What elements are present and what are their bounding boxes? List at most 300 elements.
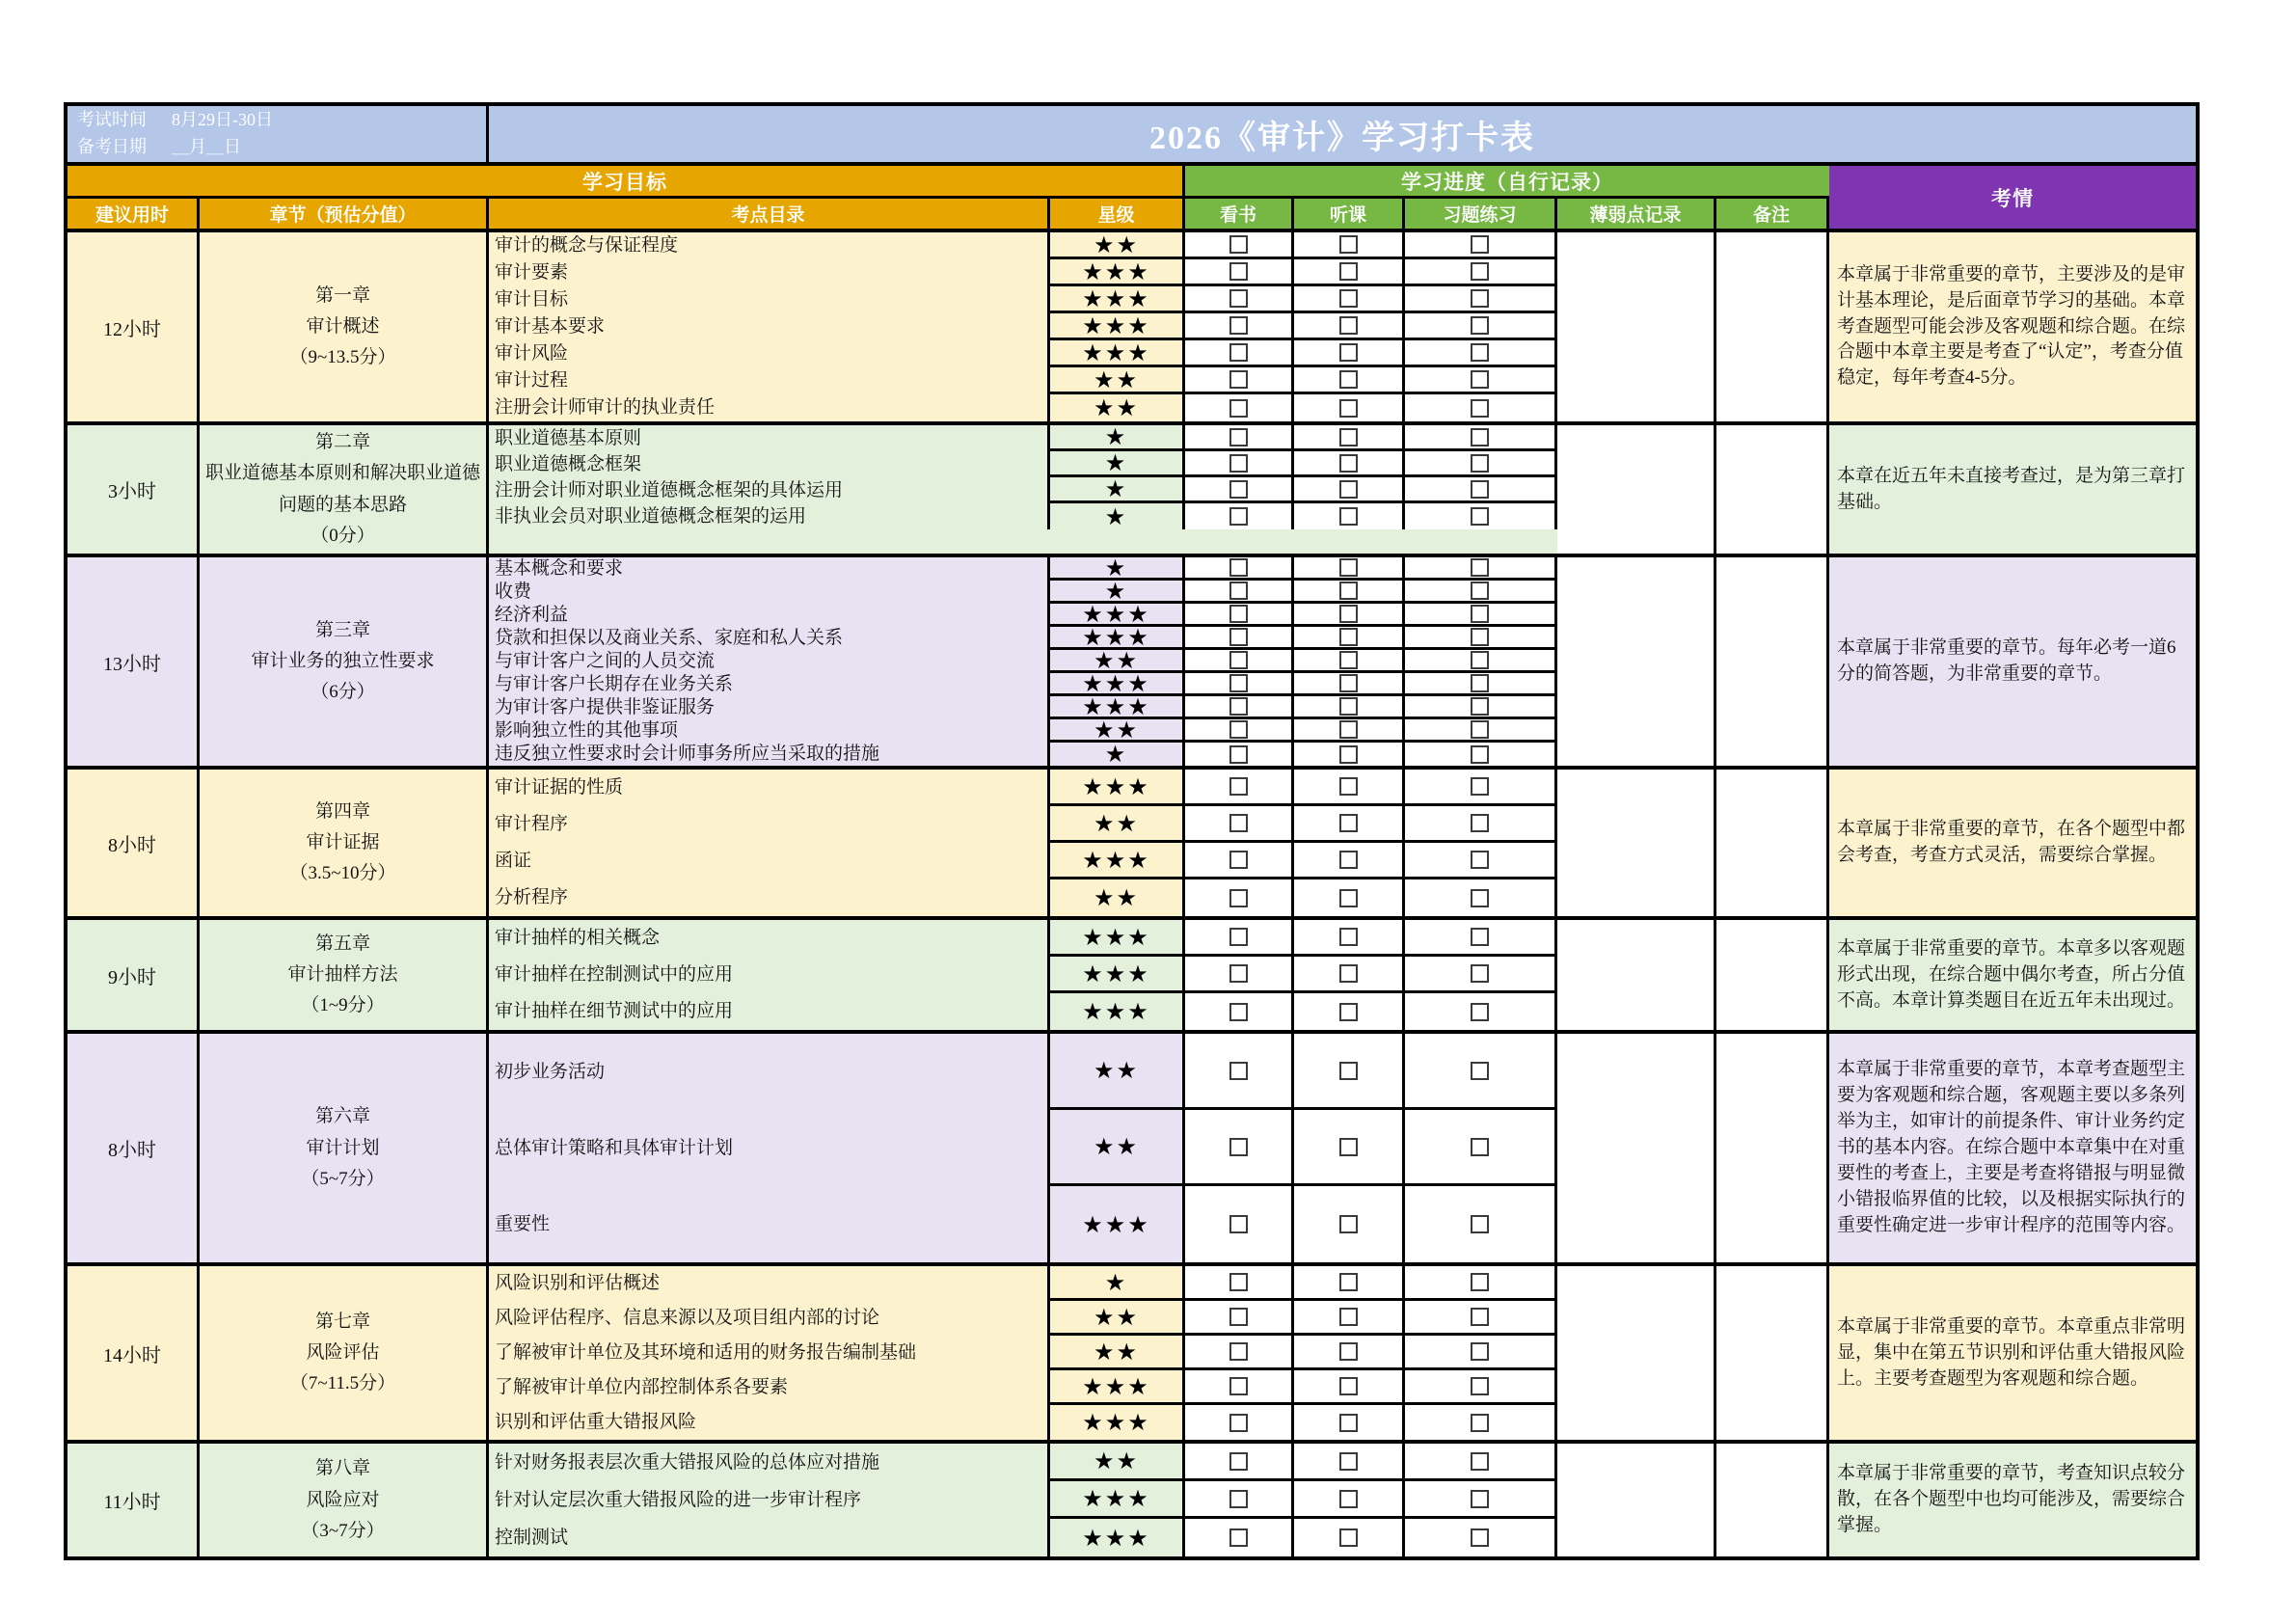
checkbox-listen[interactable] [1339, 262, 1358, 281]
col-header-chapter: 章节（预估分值） [200, 199, 489, 229]
checkbox-cell [1405, 1301, 1557, 1336]
stars-cell: ★★★ [1050, 1370, 1185, 1405]
col-header-stars: 星级 [1050, 199, 1185, 229]
checkbox-read[interactable] [1229, 1003, 1248, 1021]
topic-row [489, 1034, 1557, 1110]
stars-cell: ★★★ [1050, 673, 1185, 696]
checkbox-cell [1294, 477, 1405, 503]
band-study-goal: 学习目标 [68, 166, 1185, 196]
topic-cell: 审计过程 [489, 367, 1050, 394]
checkbox-read[interactable] [1229, 1215, 1248, 1233]
topic-row [489, 1301, 1557, 1336]
checkbox-cell [1185, 503, 1294, 529]
checkbox-listen[interactable] [1339, 1308, 1358, 1326]
checkbox-read[interactable] [1229, 697, 1248, 716]
checkbox-cell [1185, 1186, 1294, 1262]
checkbox-cell [1294, 843, 1405, 879]
hours-cell: 11小时 [68, 1444, 200, 1556]
note-cell [1716, 1444, 1829, 1556]
checkbox-practice[interactable] [1471, 343, 1489, 362]
checkbox-read[interactable] [1229, 720, 1248, 739]
checkbox-practice[interactable] [1471, 851, 1489, 869]
checkbox-cell [1185, 1110, 1294, 1186]
checkbox-cell [1185, 719, 1294, 743]
checkbox-read[interactable] [1229, 1452, 1248, 1471]
topic-cell: 收费 [489, 581, 1050, 604]
checkbox-cell [1294, 879, 1405, 916]
checkbox-cell [1294, 650, 1405, 673]
exam-time-label: 考试时间 [77, 110, 147, 130]
checkbox-cell [1405, 993, 1557, 1030]
weakpoint-cell [1557, 770, 1716, 916]
weakpoint-cell [1557, 1444, 1716, 1556]
checkbox-practice[interactable] [1471, 651, 1489, 669]
stars-cell: ★★ [1050, 719, 1185, 743]
checkbox-practice[interactable] [1471, 1528, 1489, 1547]
checkbox-cell [1185, 604, 1294, 627]
checkbox-listen[interactable] [1339, 582, 1358, 600]
chapter-title-line: 第四章 [314, 800, 370, 822]
stars-cell: ★★ [1050, 879, 1185, 916]
checkbox-cell [1185, 650, 1294, 673]
topic-row [489, 313, 1557, 340]
checkbox-practice[interactable] [1471, 262, 1489, 281]
checkbox-read[interactable] [1229, 651, 1248, 669]
checkbox-read[interactable] [1229, 1062, 1248, 1080]
checkbox-cell [1405, 604, 1557, 627]
study-checkin-table [64, 102, 2200, 1560]
checkbox-listen[interactable] [1339, 1138, 1358, 1156]
weakpoint-cell [1557, 1034, 1716, 1262]
checkbox-cell [1185, 313, 1294, 340]
checkbox-read[interactable] [1229, 928, 1248, 946]
checkbox-listen[interactable] [1339, 454, 1358, 473]
chapter-title-line: 职业道德基本原则和解决职业道德问题的基本思路 [204, 463, 480, 515]
chapter-title-line: 第七章 [314, 1311, 370, 1332]
hours-cell: 12小时 [68, 232, 200, 421]
topic-cell: 为审计客户提供非鉴证服务 [489, 696, 1050, 719]
chapter-title-cell [200, 425, 489, 554]
checkbox-practice[interactable] [1471, 605, 1489, 623]
checkbox-cell [1294, 367, 1405, 394]
chapter-row [68, 1444, 2196, 1556]
stars-cell: ★★ [1050, 1444, 1185, 1481]
chapter-title-cell [200, 920, 489, 1030]
note-cell [1716, 557, 1829, 766]
checkbox-listen[interactable] [1339, 1490, 1358, 1508]
checkbox-practice[interactable] [1471, 1138, 1489, 1156]
checkbox-cell [1294, 743, 1405, 766]
checkbox-cell [1405, 425, 1557, 451]
band-progress: 学习进度（自行记录） [1185, 166, 1829, 196]
stars-cell: ★ [1050, 503, 1185, 529]
checkbox-read[interactable] [1229, 851, 1248, 869]
stars-cell: ★★★ [1050, 957, 1185, 993]
chapter-row [68, 232, 2196, 425]
chapter-title-line: 审计业务的独立性要求 [251, 651, 435, 672]
checkbox-listen[interactable] [1339, 1452, 1358, 1471]
chapter-title-line: （9~13.5分） [289, 347, 396, 368]
weakpoint-cell [1557, 920, 1716, 1030]
exam-analysis-cell: 本章属于非常重要的章节。本章重点非常明显，集中在第五节识别和评估重大错报风险上。主要考查题型为客观题和综合题。 [1837, 1315, 2186, 1389]
checkbox-cell [1185, 259, 1294, 286]
checkbox-practice[interactable] [1471, 558, 1489, 577]
checkbox-practice[interactable] [1471, 1490, 1489, 1508]
chapter-row [68, 557, 2196, 770]
checkbox-listen[interactable] [1339, 1215, 1358, 1233]
topic-cell: 职业道德概念框架 [489, 451, 1050, 477]
checkbox-practice[interactable] [1471, 1308, 1489, 1326]
checkbox-read[interactable] [1229, 1490, 1248, 1508]
checkbox-cell [1405, 1336, 1557, 1370]
checkbox-listen[interactable] [1339, 777, 1358, 796]
checkbox-practice[interactable] [1471, 697, 1489, 716]
topics-grid [489, 770, 1557, 916]
checkbox-listen[interactable] [1339, 235, 1358, 254]
checkbox-cell [1405, 1481, 1557, 1519]
checkbox-cell [1185, 286, 1294, 313]
checkbox-read[interactable] [1229, 262, 1248, 281]
checkbox-practice[interactable] [1471, 777, 1489, 796]
stars-cell: ★★★ [1050, 259, 1185, 286]
checkbox-cell [1294, 1481, 1405, 1519]
col-header-read: 看书 [1185, 199, 1294, 229]
stars-cell: ★★ [1050, 394, 1185, 421]
topic-cell: 审计抽样在细节测试中的应用 [489, 993, 1050, 1030]
checkbox-read[interactable] [1229, 454, 1248, 473]
topic-row [489, 557, 1557, 581]
checkbox-practice[interactable] [1471, 507, 1489, 526]
topic-row [489, 1405, 1557, 1440]
checkbox-listen[interactable] [1339, 928, 1358, 946]
topic-cell: 与审计客户之间的人员交流 [489, 650, 1050, 673]
topics-grid [489, 232, 1557, 421]
checkbox-cell [1185, 367, 1294, 394]
checkbox-practice[interactable] [1471, 720, 1489, 739]
checkbox-read[interactable] [1229, 1528, 1248, 1547]
topic-row [489, 879, 1557, 916]
checkbox-listen[interactable] [1339, 814, 1358, 832]
checkbox-listen[interactable] [1339, 316, 1358, 335]
stars-cell: ★★ [1050, 367, 1185, 394]
checkbox-cell [1405, 719, 1557, 743]
checkbox-cell [1185, 1370, 1294, 1405]
checkbox-read[interactable] [1229, 674, 1248, 692]
stars-cell: ★★ [1050, 1301, 1185, 1336]
stars-cell: ★ [1050, 451, 1185, 477]
hours-cell: 8小时 [68, 770, 200, 916]
checkbox-practice[interactable] [1471, 889, 1489, 907]
col-header-practice: 习题练习 [1405, 199, 1557, 229]
checkbox-cell [1185, 1336, 1294, 1370]
chapter-title-line: （6分） [311, 682, 375, 703]
stars-cell: ★ [1050, 557, 1185, 581]
checkbox-practice[interactable] [1471, 964, 1489, 983]
chapter-title-line: 第二章 [314, 432, 370, 452]
checkbox-cell [1405, 1370, 1557, 1405]
topic-row [489, 1110, 1557, 1186]
col-header-hours: 建议用时 [68, 199, 200, 229]
checkbox-cell [1294, 673, 1405, 696]
checkbox-read[interactable] [1229, 235, 1248, 254]
topic-row [489, 259, 1557, 286]
checkbox-listen[interactable] [1339, 1273, 1358, 1291]
checkbox-cell [1294, 957, 1405, 993]
checkbox-practice[interactable] [1471, 1273, 1489, 1291]
checkbox-practice[interactable] [1471, 316, 1489, 335]
note-cell [1716, 770, 1829, 916]
stars-cell: ★★★ [1050, 1405, 1185, 1440]
topic-cell: 与审计客户长期存在业务关系 [489, 673, 1050, 696]
checkbox-listen[interactable] [1339, 370, 1358, 389]
stars-cell: ★★★ [1050, 920, 1185, 957]
checkbox-practice[interactable] [1471, 928, 1489, 946]
stars-cell: ★ [1050, 743, 1185, 766]
exam-analysis-cell: 本章属于非常重要的章节，考查知识点较分散，在各个题型中也均可能涉及，需要综合掌握。 [1837, 1463, 2186, 1536]
checkbox-practice[interactable] [1471, 628, 1489, 646]
checkbox-listen[interactable] [1339, 558, 1358, 577]
checkbox-read[interactable] [1229, 507, 1248, 526]
checkbox-listen[interactable] [1339, 480, 1358, 499]
checkbox-read[interactable] [1229, 289, 1248, 308]
exam-date-cell [68, 106, 489, 162]
topics-grid [489, 425, 1557, 554]
checkbox-cell [1294, 627, 1405, 650]
checkbox-read[interactable] [1229, 1414, 1248, 1432]
chapter-title-line: （0分） [311, 525, 375, 546]
checkbox-cell [1405, 673, 1557, 696]
checkbox-practice[interactable] [1471, 289, 1489, 308]
checkbox-read[interactable] [1229, 316, 1248, 335]
stars-cell: ★ [1050, 1266, 1185, 1301]
col-header-exam-analysis: 考情 [1829, 166, 2196, 229]
checkbox-cell [1405, 286, 1557, 313]
checkbox-practice[interactable] [1471, 1062, 1489, 1080]
chapter-row [68, 920, 2196, 1034]
checkbox-practice[interactable] [1471, 674, 1489, 692]
checkbox-listen[interactable] [1339, 1414, 1358, 1432]
checkbox-read[interactable] [1229, 1273, 1248, 1291]
checkbox-read[interactable] [1229, 605, 1248, 623]
checkbox-listen[interactable] [1339, 1342, 1358, 1361]
checkbox-practice[interactable] [1471, 1414, 1489, 1432]
checkbox-read[interactable] [1229, 628, 1248, 646]
stars-cell: ★★★ [1050, 286, 1185, 313]
stars-cell: ★ [1050, 425, 1185, 451]
checkbox-listen[interactable] [1339, 1062, 1358, 1080]
checkbox-listen[interactable] [1339, 889, 1358, 907]
checkbox-read[interactable] [1229, 558, 1248, 577]
checkbox-practice[interactable] [1471, 235, 1489, 254]
topic-cell: 审计风险 [489, 340, 1050, 367]
topic-row [489, 232, 1557, 259]
checkbox-practice[interactable] [1471, 582, 1489, 600]
chapter-row [68, 1034, 2196, 1266]
checkbox-cell [1405, 1110, 1557, 1186]
checkbox-listen[interactable] [1339, 399, 1358, 418]
topic-cell: 审计证据的性质 [489, 770, 1050, 806]
checkbox-listen[interactable] [1339, 720, 1358, 739]
topic-row [489, 650, 1557, 673]
checkbox-practice[interactable] [1471, 454, 1489, 473]
checkbox-cell [1185, 1519, 1294, 1556]
chapter-title-cell [200, 1034, 489, 1262]
checkbox-listen[interactable] [1339, 1003, 1358, 1021]
checkbox-cell [1294, 1370, 1405, 1405]
checkbox-listen[interactable] [1339, 289, 1358, 308]
checkbox-listen[interactable] [1339, 605, 1358, 623]
hours-cell: 9小时 [68, 920, 200, 1030]
topic-row [489, 1370, 1557, 1405]
checkbox-listen[interactable] [1339, 964, 1358, 983]
checkbox-cell [1185, 806, 1294, 843]
exam-analysis-cell: 本章属于非常重要的章节。每年必考一道6分的简答题，为非常重要的章节。 [1837, 637, 2176, 685]
topic-cell: 针对认定层次重大错报风险的进一步审计程序 [489, 1481, 1050, 1519]
checkbox-cell [1405, 259, 1557, 286]
checkbox-cell [1294, 1519, 1405, 1556]
stars-cell: ★★ [1050, 806, 1185, 843]
checkbox-practice[interactable] [1471, 814, 1489, 832]
chapter-row [68, 425, 2196, 557]
stars-cell: ★ [1050, 581, 1185, 604]
checkbox-cell [1185, 879, 1294, 916]
topics-grid [489, 557, 1557, 766]
topic-cell: 了解被审计单位及其环境和适用的财务报告编制基础 [489, 1336, 1050, 1370]
checkbox-read[interactable] [1229, 745, 1248, 764]
checkbox-listen[interactable] [1339, 745, 1358, 764]
checkbox-cell [1185, 743, 1294, 766]
checkbox-practice[interactable] [1471, 399, 1489, 418]
chapter-title-line: 第五章 [314, 933, 370, 954]
chapters [68, 232, 2196, 1556]
chapter-row [68, 770, 2196, 920]
checkbox-cell [1405, 367, 1557, 394]
checkbox-cell [1294, 696, 1405, 719]
checkbox-practice[interactable] [1471, 1377, 1489, 1395]
checkbox-cell [1294, 425, 1405, 451]
topic-cell: 审计抽样的相关概念 [489, 920, 1050, 957]
chapter-title-line: （5~7分） [301, 1168, 385, 1189]
stars-cell: ★★★ [1050, 627, 1185, 650]
checkbox-practice[interactable] [1471, 480, 1489, 499]
checkbox-cell [1185, 1301, 1294, 1336]
topic-row [489, 1266, 1557, 1301]
checkbox-listen[interactable] [1339, 343, 1358, 362]
checkbox-read[interactable] [1229, 889, 1248, 907]
checkbox-listen[interactable] [1339, 697, 1358, 716]
checkbox-practice[interactable] [1471, 428, 1489, 446]
checkbox-read[interactable] [1229, 370, 1248, 389]
topic-cell: 审计程序 [489, 806, 1050, 843]
checkbox-cell [1294, 259, 1405, 286]
checkbox-practice[interactable] [1471, 1215, 1489, 1233]
checkbox-cell [1405, 1444, 1557, 1481]
checkbox-practice[interactable] [1471, 1342, 1489, 1361]
checkbox-cell [1185, 477, 1294, 503]
weakpoint-cell [1557, 232, 1716, 421]
topic-cell: 函证 [489, 843, 1050, 879]
checkbox-listen[interactable] [1339, 651, 1358, 669]
stars-cell: ★★★ [1050, 696, 1185, 719]
checkbox-read[interactable] [1229, 582, 1248, 600]
topic-cell: 初步业务活动 [489, 1034, 1050, 1110]
topic-row [489, 286, 1557, 313]
checkbox-practice[interactable] [1471, 745, 1489, 764]
topic-row [489, 673, 1557, 696]
checkbox-cell [1185, 1405, 1294, 1440]
checkbox-read[interactable] [1229, 1138, 1248, 1156]
checkbox-read[interactable] [1229, 964, 1248, 983]
checkbox-read[interactable] [1229, 1342, 1248, 1361]
checkbox-read[interactable] [1229, 777, 1248, 796]
checkbox-practice[interactable] [1471, 370, 1489, 389]
exam-analysis-cell: 本章属于非常重要的章节，主要涉及的是审计基本理论，是后面章节学习的基础。本章考查题型可能会涉及客观题和综合题。在综合题中本章主要是考查了“认定”，考查分值稳定，每年考查4-5分。 [1837, 263, 2186, 389]
topics-grid [489, 1266, 1557, 1440]
topic-cell: 针对财务报表层次重大错报风险的总体应对措施 [489, 1444, 1050, 1481]
checkbox-listen[interactable] [1339, 1377, 1358, 1395]
checkbox-cell [1185, 627, 1294, 650]
hours-cell: 8小时 [68, 1034, 200, 1262]
checkbox-practice[interactable] [1471, 1452, 1489, 1471]
checkbox-cell [1294, 719, 1405, 743]
topic-cell: 违反独立性要求时会计师事务所应当采取的措施 [489, 743, 1050, 766]
topic-row [489, 993, 1557, 1030]
checkbox-cell [1185, 232, 1294, 259]
topic-cell: 影响独立性的其他事项 [489, 719, 1050, 743]
chapter-title-line: 审计抽样方法 [287, 964, 398, 986]
hours-cell: 13小时 [68, 557, 200, 766]
checkbox-cell [1294, 1301, 1405, 1336]
checkbox-cell [1294, 920, 1405, 957]
checkbox-read[interactable] [1229, 814, 1248, 832]
checkbox-practice[interactable] [1471, 1003, 1489, 1021]
topic-cell: 分析程序 [489, 879, 1050, 916]
checkbox-read[interactable] [1229, 428, 1248, 446]
topic-row [489, 627, 1557, 650]
checkbox-cell [1185, 340, 1294, 367]
checkbox-listen[interactable] [1339, 628, 1358, 646]
checkbox-listen[interactable] [1339, 1528, 1358, 1547]
checkbox-read[interactable] [1229, 480, 1248, 499]
checkbox-listen[interactable] [1339, 851, 1358, 869]
checkbox-listen[interactable] [1339, 674, 1358, 692]
checkbox-cell [1294, 1034, 1405, 1110]
topic-row [489, 843, 1557, 879]
header-block [68, 166, 2196, 232]
checkbox-read[interactable] [1229, 1377, 1248, 1395]
topic-row [489, 743, 1557, 766]
topic-row [489, 806, 1557, 843]
checkbox-cell [1405, 696, 1557, 719]
checkbox-listen[interactable] [1339, 428, 1358, 446]
col-header-listen: 听课 [1294, 199, 1405, 229]
stars-cell: ★★ [1050, 1336, 1185, 1370]
checkbox-listen[interactable] [1339, 507, 1358, 526]
topic-row [489, 1336, 1557, 1370]
stars-cell: ★★★ [1050, 843, 1185, 879]
topic-cell: 非执业会员对职业道德概念框架的运用 [489, 503, 1050, 529]
checkbox-cell [1185, 581, 1294, 604]
topics-grid [489, 1444, 1557, 1556]
checkbox-read[interactable] [1229, 1308, 1248, 1326]
chapter-title-line: 审计计划 [306, 1137, 380, 1158]
exam-analysis-cell: 本章在近五年未直接考查过，是为第三章打基础。 [1837, 465, 2186, 512]
checkbox-cell [1294, 1186, 1405, 1262]
stars-cell: ★★ [1050, 1034, 1185, 1110]
checkbox-cell [1294, 1266, 1405, 1301]
checkbox-read[interactable] [1229, 343, 1248, 362]
checkbox-read[interactable] [1229, 399, 1248, 418]
